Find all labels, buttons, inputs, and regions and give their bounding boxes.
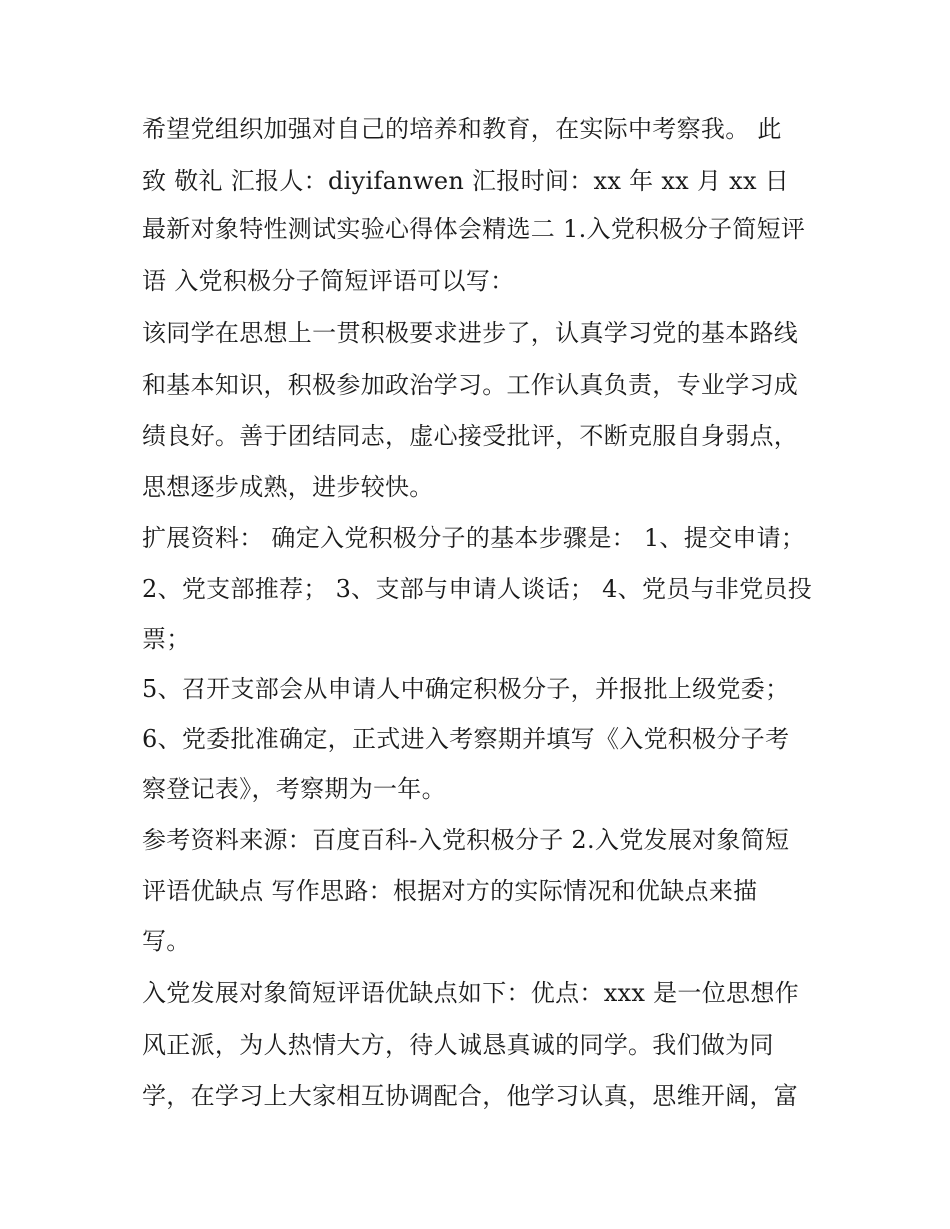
- text-line: 察登记表》，考察期为一年。: [142, 775, 446, 803]
- text-line: 写。: [142, 927, 191, 955]
- text-line: 2、党支部推荐； 3、支部与申请人谈话； 4、党员与非党员投: [142, 575, 813, 603]
- text-line: 扩展资料： 确定入党积极分子的基本步骤是： 1、提交申请；: [142, 524, 806, 552]
- text-line: 该同学在思想上一贯积极要求进步了，认真学习党的基本路线: [142, 319, 799, 347]
- text-line: 评语优缺点 写作思路：根据对方的实际情况和优缺点来描: [142, 877, 758, 905]
- text-line: 5、召开支部会从申请人中确定积极分子，并报批上级党委；: [142, 675, 790, 703]
- text-line: 学，在学习上大家相互协调配合，他学习认真，思维开阔，富: [142, 1082, 799, 1110]
- text-line: 最新对象特性测试实验心得体会精选二 1.入党积极分子简短评: [142, 215, 806, 243]
- text-line: 绩良好。善于团结同志，虚心接受批评，不断克服自身弱点，: [142, 422, 799, 450]
- text-line: 入党发展对象简短评语优缺点如下：优点：xxx 是一位思想作: [142, 979, 799, 1007]
- text-line: 参考资料来源：百度百科-入党积极分子 2.入党发展对象简短: [142, 826, 790, 854]
- text-line: 思想逐步成熟，进步较快。: [142, 473, 434, 501]
- text-line: 希望党组织加强对自己的培养和教育，在实际中考察我。 此: [142, 115, 782, 143]
- text-line: 票；: [142, 625, 191, 653]
- text-line: 语 入党积极分子简短评语可以写：: [142, 267, 515, 295]
- text-line: 风正派，为人热情大方，待人诚恳真诚的同学。我们做为同: [142, 1031, 774, 1059]
- text-line: 和基本知识，积极参加政治学习。工作认真负责，专业学习成: [142, 371, 799, 399]
- text-line: 致 敬礼 汇报人：diyifanwen 汇报时间：xx 年 xx 月 xx 日: [142, 167, 790, 195]
- text-line: 6、党委批准确定，正式进入考察期并填写《入党积极分子考: [142, 725, 790, 753]
